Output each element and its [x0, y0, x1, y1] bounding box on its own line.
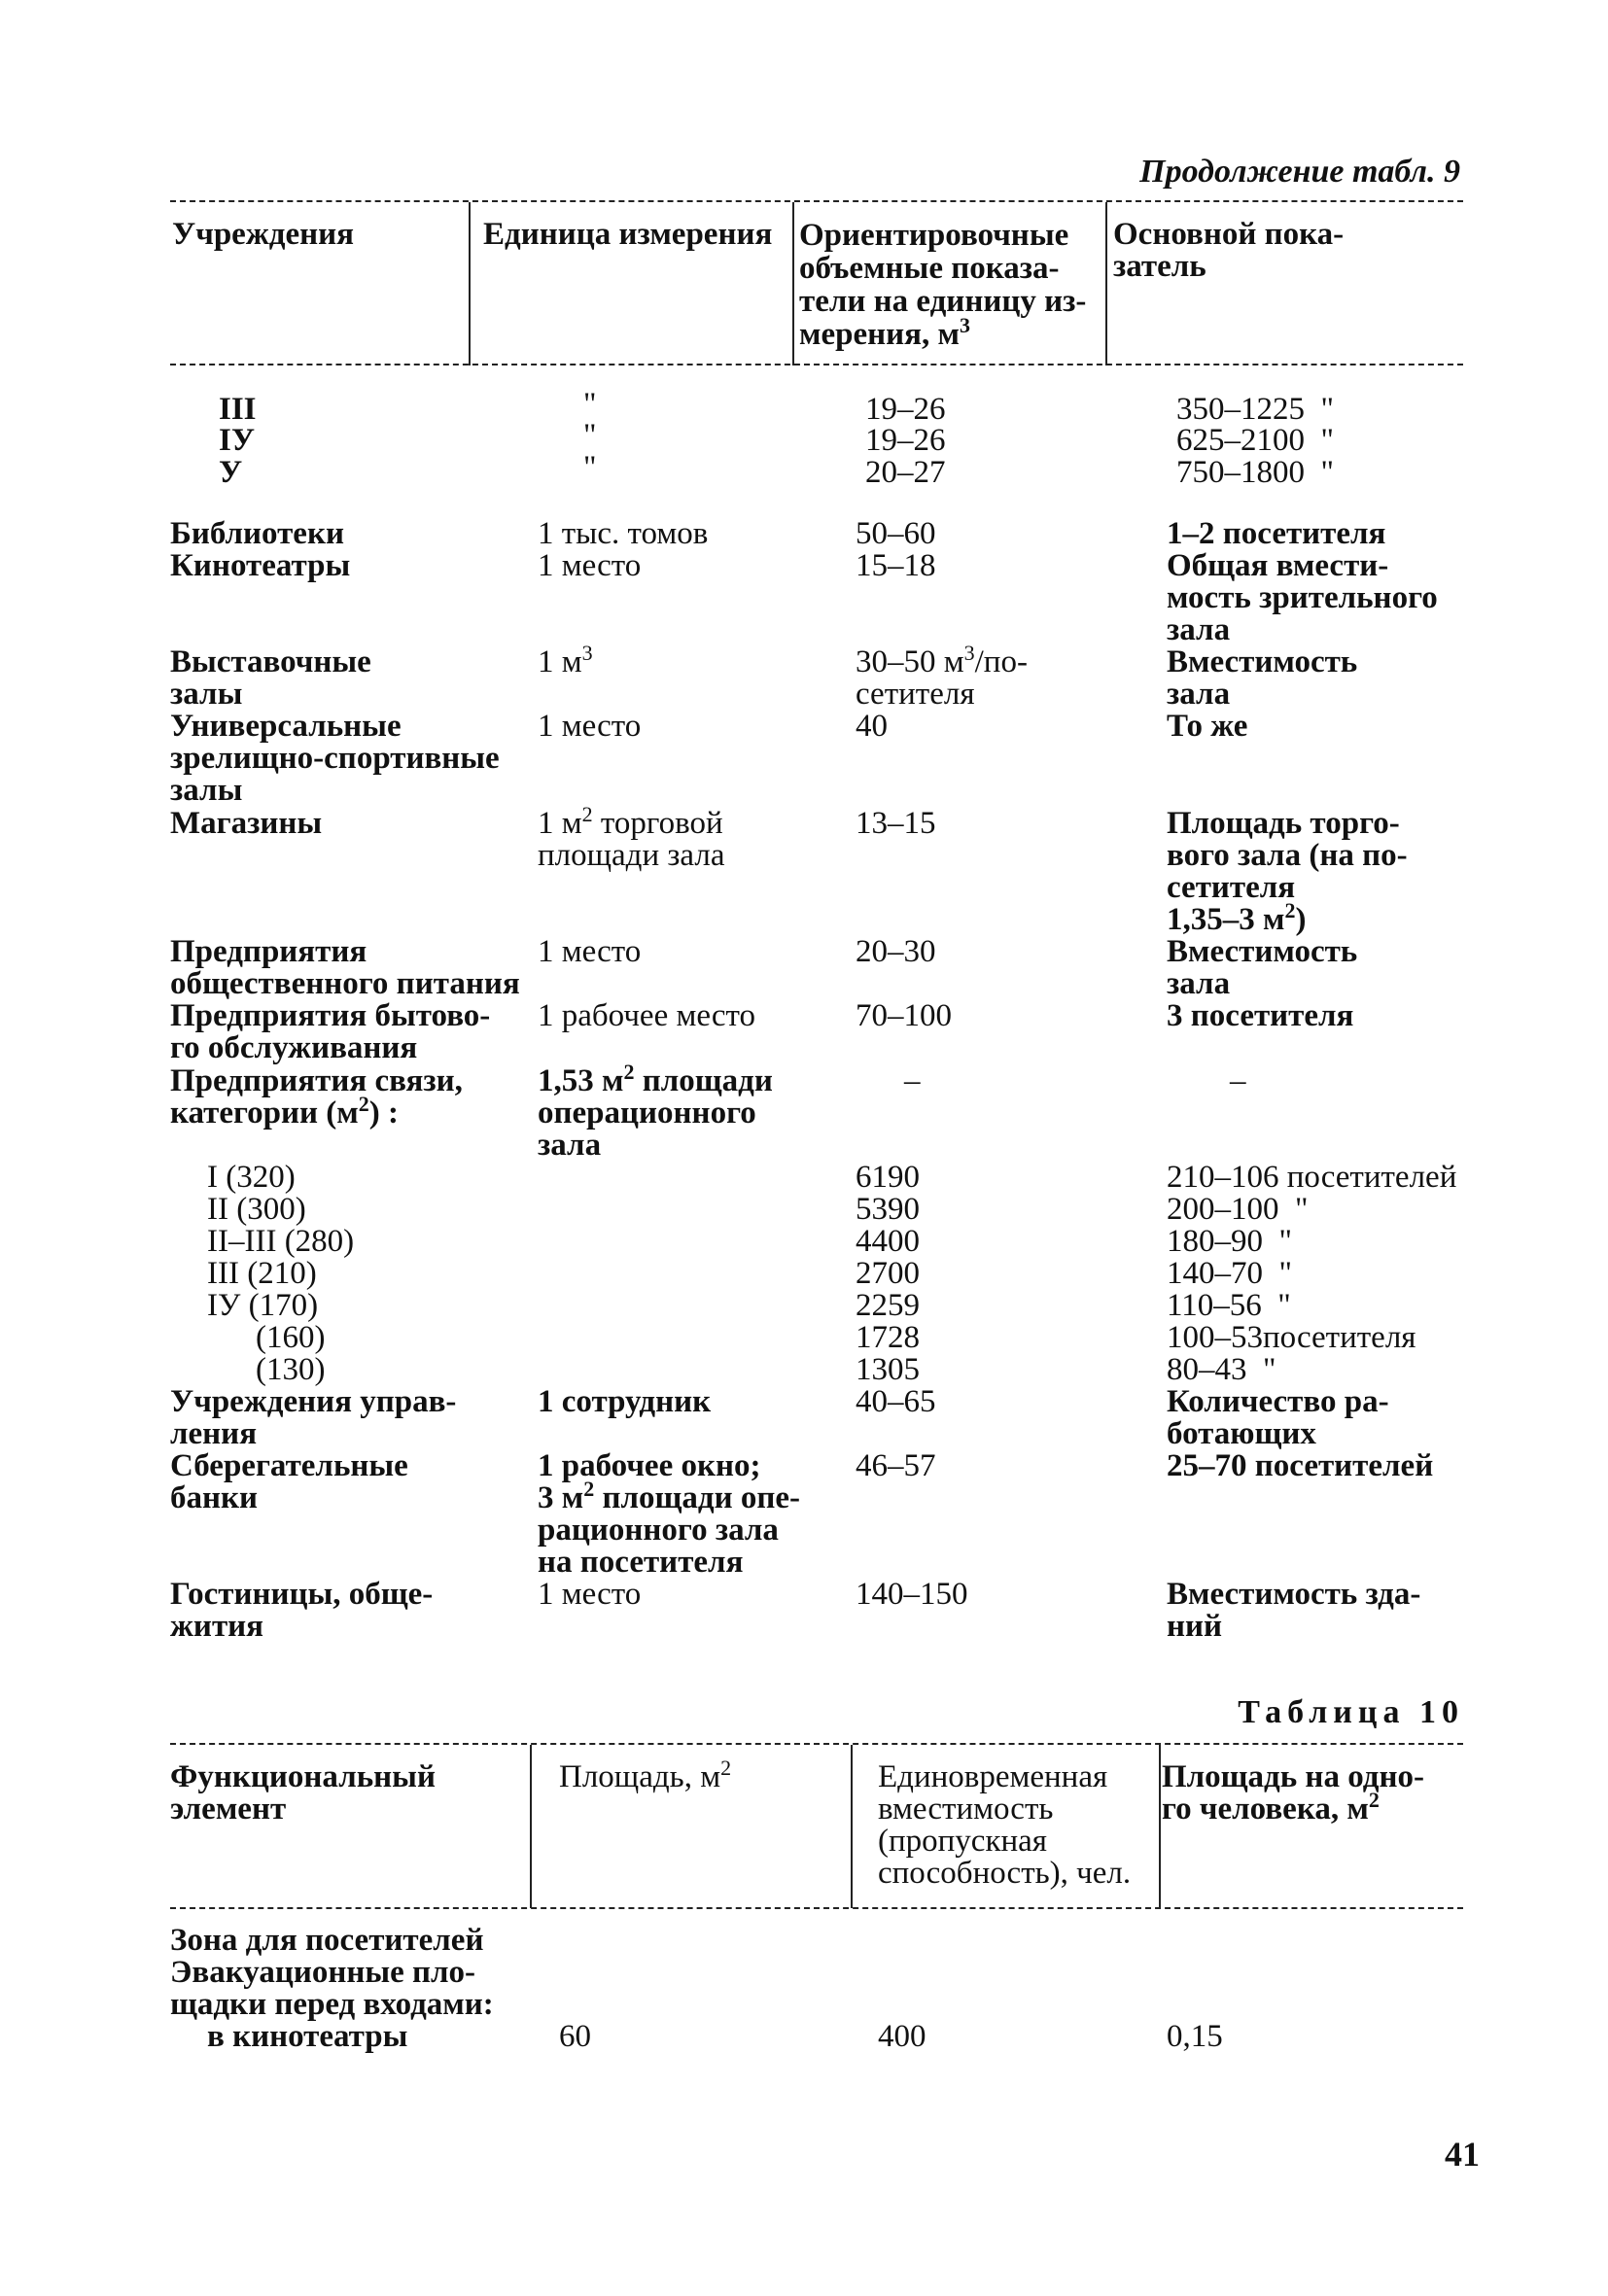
- table9-row-unit: 1 рабочее место: [538, 998, 755, 1033]
- table9-header-main: Основной пока- затель: [1113, 217, 1345, 284]
- table9-row-volume: 2700: [856, 1256, 920, 1291]
- table10-title: Таблица 10: [1238, 1694, 1464, 1730]
- table10-row-area: 60: [559, 2019, 591, 2054]
- table9-header-unit: Единица измерения: [483, 217, 773, 252]
- table9-row-name: У: [219, 455, 243, 490]
- table9-row-main: 625–2100 ": [1176, 423, 1334, 458]
- table9-row-name: Предприятия связи, категории $(м^2)$ :: [170, 1063, 463, 1131]
- table9-row-name: Выставочные залы: [170, 644, 371, 712]
- table9-row-volume: 13–15: [856, 806, 936, 841]
- table9-row-volume: 140–150: [856, 1577, 968, 1612]
- table10-header-per-person: Площадь на одно- го человека, $м^2$: [1162, 1759, 1424, 1826]
- table9-row-main: 80–43 ": [1167, 1352, 1276, 1387]
- table9-row-main: 1–2 посетителя: [1167, 516, 1386, 551]
- table9-col-divider: [469, 202, 471, 365]
- table9-row-volume: 50–60: [856, 516, 936, 551]
- table9-row-main: Количество ра- ботающих: [1167, 1384, 1389, 1451]
- table9-row-unit: 1 место: [538, 934, 642, 969]
- table10-header-element: Функциональный элемент: [170, 1759, 436, 1826]
- table9-row-volume: 19–26: [865, 423, 946, 458]
- table9-row-name: III: [219, 392, 257, 427]
- table10-col-divider: [530, 1745, 532, 1908]
- table9-row-main: 100–53посетителя: [1167, 1320, 1416, 1355]
- table9-row-main: То же: [1167, 709, 1248, 744]
- table9-row-volume: 6190: [856, 1160, 920, 1195]
- table10-subsection: Эвакуационные пло- щадки перед входами:: [170, 1955, 494, 2022]
- table10-header-capacity: Единовременная вместимость (пропускная способность), чел.: [878, 1759, 1132, 1891]
- table10-section: Зона для посетителей: [170, 1923, 484, 1958]
- table9-top-rule: [170, 200, 1463, 202]
- table9-row-unit: 1 место: [538, 1577, 642, 1612]
- table9-row-unit: ": [583, 418, 597, 453]
- table9-row-name: Предприятия общественного питания: [170, 934, 520, 1001]
- table9-row-volume: 4400: [856, 1224, 920, 1259]
- table10-row-capacity: 400: [878, 2019, 926, 2054]
- table9-row-name: I (320): [207, 1160, 296, 1195]
- table9-row-name: Кинотеатры: [170, 548, 351, 583]
- table9-row-volume: 19–26: [865, 392, 946, 427]
- table10-row-per-person: 0,15: [1167, 2019, 1223, 2054]
- table9-row-main: 210–106 посетителей: [1167, 1160, 1457, 1195]
- table9-row-volume: 1728: [856, 1320, 920, 1355]
- table10-col-divider: [851, 1745, 853, 1908]
- table10-header-rule: [170, 1907, 1463, 1909]
- table9-row-name: (130): [256, 1352, 326, 1387]
- table9-row-name: II (300): [207, 1192, 306, 1227]
- table9-header-rule: [170, 364, 1463, 365]
- table10-header-area: Площадь, $м^2$: [559, 1756, 732, 1794]
- table9-row-main: Площадь торго- вого зала (на по- сетителя 1,35–3 $м^2$): [1167, 806, 1408, 937]
- table9-row-main: 750–1800 ": [1176, 455, 1334, 490]
- table9-row-unit: 1 место: [538, 548, 642, 583]
- table9-row-name: (160): [256, 1320, 326, 1355]
- table9-row-name: Учреждения управ- ления: [170, 1384, 457, 1451]
- table9-row-main: 350–1225 ": [1176, 392, 1334, 427]
- table9-row-unit: 1 тыс. томов: [538, 516, 709, 551]
- table9-row-main: 25–70 посетителей: [1167, 1448, 1434, 1483]
- table9-row-unit: 1 сотрудник: [538, 1384, 712, 1419]
- table9-row-name: II–III (280): [207, 1224, 355, 1259]
- table9-row-unit: 1 рабочее окно; 3 $м^2$ площади опе- рационного зала на посетителя: [538, 1448, 800, 1580]
- table9-row-main: Вместимость зала: [1167, 934, 1358, 1001]
- table9-row-volume: 46–57: [856, 1448, 936, 1483]
- table9-row-name: IУ (170): [207, 1288, 319, 1323]
- table9-header-volume: Ориентировочные объемные показа- тели на единицу из- мерения, $м^3$: [799, 218, 1087, 352]
- table9-row-volume: 20–30: [856, 934, 936, 969]
- table9-row-unit: 1,53 $м^2$ площади операционного зала: [538, 1060, 773, 1163]
- table9-row-volume: 5390: [856, 1192, 920, 1227]
- table9-header-institutions: Учреждения: [172, 217, 354, 252]
- table10-col-divider: [1159, 1745, 1161, 1908]
- table9-col-divider: [792, 202, 794, 365]
- table9-row-name: Гостиницы, обще- жития: [170, 1577, 434, 1644]
- table9-row-name: Библиотеки: [170, 516, 344, 551]
- table9-row-unit: 1 $м^2$ торговой площади зала: [538, 802, 725, 873]
- table9-row-main: 110–56 ": [1167, 1288, 1291, 1323]
- table9-row-volume: 1305: [856, 1352, 920, 1387]
- table9-row-unit: 1 $м^3$: [538, 641, 593, 679]
- table9-row-unit: ": [583, 450, 597, 485]
- table9-row-main: Вместимость зала: [1167, 644, 1358, 712]
- table9-row-main: –: [1230, 1063, 1246, 1098]
- table9-row-main: Общая вмести- мость зрительного зала: [1167, 548, 1438, 647]
- table10-row-name: в кинотеатры: [207, 2019, 408, 2054]
- table9-row-name: III (210): [207, 1256, 317, 1291]
- table9-row-unit: ": [583, 387, 597, 422]
- table9-row-main: 3 посетителя: [1167, 998, 1354, 1033]
- table9-row-volume: –: [904, 1063, 921, 1098]
- table9-row-main: 140–70 ": [1167, 1256, 1292, 1291]
- table9-row-name: Предприятия бытово- го обслуживания: [170, 998, 491, 1065]
- table9-row-unit: 1 место: [538, 709, 642, 744]
- table9-row-name: Магазины: [170, 806, 323, 841]
- table9-row-name: IУ: [219, 423, 256, 458]
- table9-row-volume: 30–50 $м^3/по-$ сетителя: [856, 641, 1028, 712]
- table9-row-volume: 15–18: [856, 548, 936, 583]
- table9-col-divider: [1105, 202, 1107, 365]
- table9-row-volume: 20–27: [865, 455, 946, 490]
- page-number: 41: [1445, 2135, 1480, 2174]
- table9-row-name: Универсальные зрелищно-спортивные залы: [170, 709, 500, 808]
- table9-row-volume: 40: [856, 709, 888, 744]
- table9-row-main: 200–100 ": [1167, 1192, 1309, 1227]
- table9-row-main: 180–90 ": [1167, 1224, 1292, 1259]
- table10-top-rule: [170, 1743, 1463, 1745]
- table9-row-volume: 2259: [856, 1288, 920, 1323]
- continuation-caption: Продолжение табл. 9: [1139, 154, 1460, 190]
- table9-row-volume: 70–100: [856, 998, 952, 1033]
- table9-row-name: Сберегательные банки: [170, 1448, 408, 1515]
- table9-row-volume: 40–65: [856, 1384, 936, 1419]
- table9-row-main: Вместимость зда- ний: [1167, 1577, 1421, 1644]
